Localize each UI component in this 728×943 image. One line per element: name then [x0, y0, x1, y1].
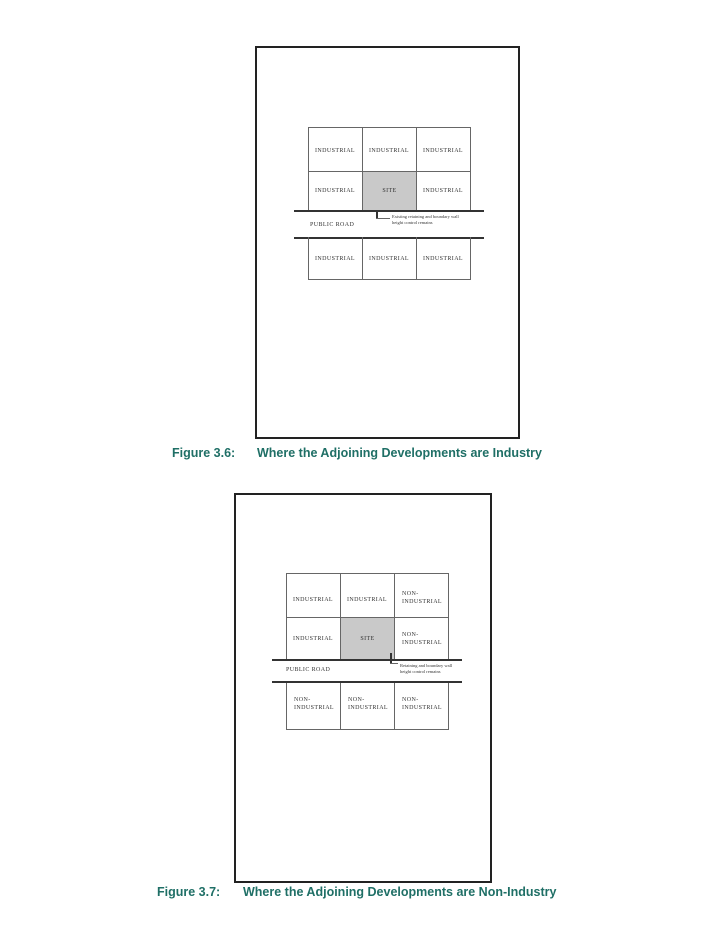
figure-3-6-title: Where the Adjoining Developments are Industry [257, 446, 542, 460]
fig36-mid-right-label: INDUSTRIAL [423, 188, 463, 194]
fig36-road-label: PUBLIC ROAD [310, 222, 355, 228]
fig37-wall-note: Retaining and boundary wall height control remains [400, 663, 453, 674]
figure-3-6-caption [172, 446, 542, 460]
fig37-top-left-label: INDUSTRIAL [293, 597, 333, 603]
fig37-road-label: PUBLIC ROAD [286, 667, 331, 673]
figure-3-6-diagram [290, 127, 490, 282]
figure-3-7-title: Where the Adjoining Developments are Non-Industry [243, 885, 557, 899]
fig36-top-mid-label: INDUSTRIAL [369, 148, 409, 154]
fig36-mid-left-label: INDUSTRIAL [315, 188, 355, 194]
fig37-mid-left-label: INDUSTRIAL [293, 635, 333, 642]
fig37-mid-right-label: NON- INDUSTRIAL [402, 632, 442, 646]
figure-3-6-number: Figure 3.6: [172, 446, 236, 460]
fig36-bottom-right-label: INDUSTRIAL [423, 256, 463, 262]
fig37-site-cell: SITE [341, 618, 394, 659]
figure-3-7-caption [157, 885, 557, 899]
fig37-bottom-right-label: NON- INDUSTRIAL [402, 697, 442, 711]
fig37-bottom-left-label: NON- INDUSTRIAL [294, 697, 334, 711]
fig36-bottom-mid-label: INDUSTRIAL [369, 256, 409, 262]
fig36-top-left-label: INDUSTRIAL [315, 148, 355, 154]
fig36-site-cell: SITE [363, 172, 416, 210]
fig36-top-right-label: INDUSTRIAL [423, 148, 463, 154]
fig37-top-right-label: NON- INDUSTRIAL [402, 591, 442, 605]
fig37-top-mid-label: INDUSTRIAL [347, 597, 387, 603]
fig36-road-edge-top [294, 210, 484, 212]
fig37-bottom-mid-label: NON- INDUSTRIAL [348, 697, 388, 711]
figure-3-7-diagram [270, 573, 465, 733]
fig36-bottom-left-label: INDUSTRIAL [315, 256, 355, 262]
fig36-wall-note: Existing retaining and boundary wall height control remains [392, 214, 459, 225]
figure-3-7-number: Figure 3.7: [157, 885, 221, 899]
fig37-road-edge-top [272, 659, 462, 661]
fig37-road-edge-bottom [272, 681, 462, 683]
